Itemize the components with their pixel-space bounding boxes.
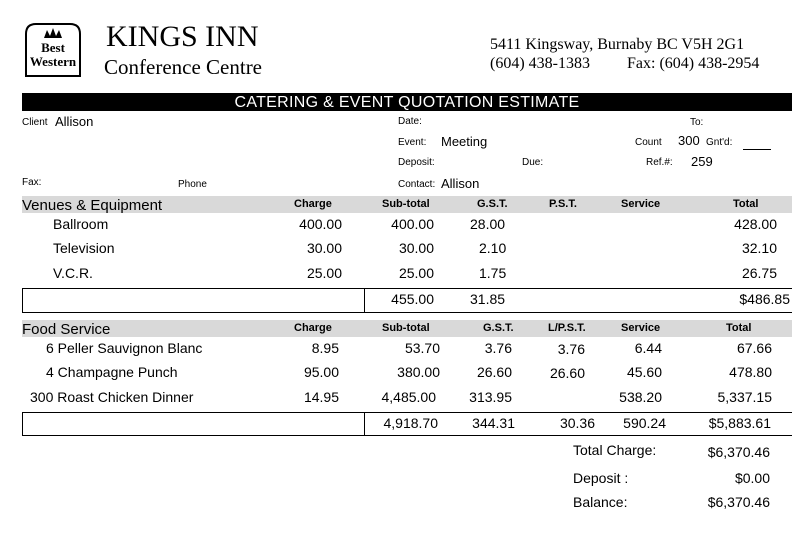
food-total-gst: 344.31 (472, 415, 515, 431)
food-service: 6.44 (634, 340, 662, 356)
food-total-lpst: 30.36 (559, 415, 595, 431)
food-lpst: 3.76 (557, 341, 585, 357)
food-col-service: Service (621, 322, 661, 334)
food-lpst: 26.60 (549, 365, 585, 381)
food-service: 538.20 (619, 389, 662, 405)
venue-charge: 400.00 (299, 216, 342, 232)
venues-grand-total: $486.85 (739, 291, 790, 307)
event-label: Event: (398, 137, 427, 148)
food-section-title: Food Service (22, 321, 111, 338)
guaranteed-blank-line (743, 149, 771, 150)
food-totals-bottom-rule (22, 435, 792, 436)
food-subtotal: 53.70 (404, 340, 440, 356)
food-gst: 26.60 (476, 364, 512, 380)
food-totals-left-rule (22, 412, 23, 436)
venues-section-title: Venues & Equipment (22, 197, 163, 214)
food-col-lpst: L/P.S.T. (548, 322, 586, 334)
contact-value: Allison (441, 176, 480, 191)
venue-gst: 1.75 (479, 265, 507, 281)
venues-col-total: Total (733, 198, 759, 210)
venues-total-gst: 31.85 (470, 291, 506, 307)
food-service: 45.60 (626, 364, 662, 380)
food-total-subtotal: 4,918.70 (383, 415, 438, 431)
venue-total: 428.00 (734, 216, 777, 232)
food-subtotal: 380.00 (397, 364, 440, 380)
venue-subtotal: 400.00 (391, 216, 434, 232)
hotel-subtitle: Conference Centre (104, 55, 263, 79)
food-total-service: 590.24 (623, 415, 666, 431)
venues-col-pst: P.S.T. (549, 198, 577, 210)
venues-col-gst: G.S.T. (477, 198, 508, 210)
venue-gst: 2.10 (479, 240, 507, 256)
venue-charge: 30.00 (306, 240, 342, 256)
count-value: 300 (678, 133, 700, 148)
food-subtotal: 4,485.00 (381, 389, 436, 405)
venue-subtotal: 25.00 (398, 265, 434, 281)
venues-col-service: Service (621, 198, 661, 210)
hotel-title: KINGS INN (106, 20, 259, 53)
deposit-summary-label: Deposit : (573, 470, 629, 486)
to-label: To: (690, 117, 704, 128)
food-grand-total: $5,883.61 (708, 415, 771, 431)
client-label: Client (22, 117, 48, 128)
date-label: Date: (398, 116, 422, 127)
best-western-logo (22, 20, 84, 80)
count-label: Count (635, 137, 662, 148)
food-totals-top-rule (22, 412, 792, 413)
venue-total: 26.75 (741, 265, 777, 281)
client-value: Allison (55, 114, 94, 129)
venue-item: Television (53, 240, 115, 256)
event-value: Meeting (441, 134, 488, 149)
venues-totals-bottom-rule (22, 312, 792, 313)
food-item: 300 Roast Chicken Dinner (30, 389, 194, 405)
balance-value: $6,370.46 (707, 494, 770, 510)
venue-item: V.C.R. (53, 265, 93, 281)
phone-label: Phone (178, 179, 207, 190)
ref-label: Ref.#: (646, 157, 673, 168)
venue-item: Ballroom (53, 216, 109, 232)
total-charge-label: Total Charge: (573, 442, 657, 458)
venues-col-subtotal: Sub-total (382, 198, 430, 210)
logo-text-best: Best (41, 40, 65, 55)
food-gst: 3.76 (484, 340, 512, 356)
guaranteed-label: Gnt'd: (706, 137, 733, 148)
food-total: 67.66 (736, 340, 772, 356)
venue-subtotal: 30.00 (398, 240, 434, 256)
ref-value: 259 (691, 154, 713, 169)
deposit-label: Deposit: (398, 157, 435, 168)
venue-charge: 25.00 (306, 265, 342, 281)
food-item: 4 Champagne Punch (46, 364, 178, 380)
food-total: 5,337.15 (717, 389, 772, 405)
food-charge: 95.00 (303, 364, 339, 380)
due-label: Due: (522, 157, 544, 168)
logo-text-western: Western (29, 54, 77, 69)
food-total: 478.80 (729, 364, 772, 380)
food-item: 6 Peller Sauvignon Blanc (46, 340, 203, 356)
document-title-band: CATERING & EVENT QUOTATION ESTIMATE (22, 93, 792, 111)
venues-col-charge: Charge (294, 198, 332, 210)
contact-label: Contact: (398, 179, 436, 190)
total-charge-value: $6,370.46 (707, 444, 770, 460)
hotel-phone: (604) 438-1383 (490, 55, 590, 72)
venue-total: 32.10 (741, 240, 777, 256)
food-charge: 8.95 (311, 340, 339, 356)
venues-total-subtotal: 455.00 (391, 291, 434, 307)
food-col-charge: Charge (294, 322, 332, 334)
venues-totals-top-rule (22, 288, 792, 289)
food-col-total: Total (726, 322, 752, 334)
deposit-summary-value: $0.00 (734, 470, 770, 486)
venues-totals-left-rule (22, 288, 23, 313)
balance-label: Balance: (573, 494, 628, 510)
fax-label: Fax: (22, 177, 42, 188)
food-col-subtotal: Sub-total (382, 322, 430, 334)
venue-gst: 28.00 (470, 216, 506, 232)
food-gst: 313.95 (469, 389, 512, 405)
hotel-fax: Fax: (604) 438-2954 (627, 55, 760, 72)
food-charge: 14.95 (303, 389, 339, 405)
food-col-gst: G.S.T. (483, 322, 514, 334)
hotel-address: 5411 Kingsway, Burnaby BC V5H 2G1 (490, 36, 745, 53)
